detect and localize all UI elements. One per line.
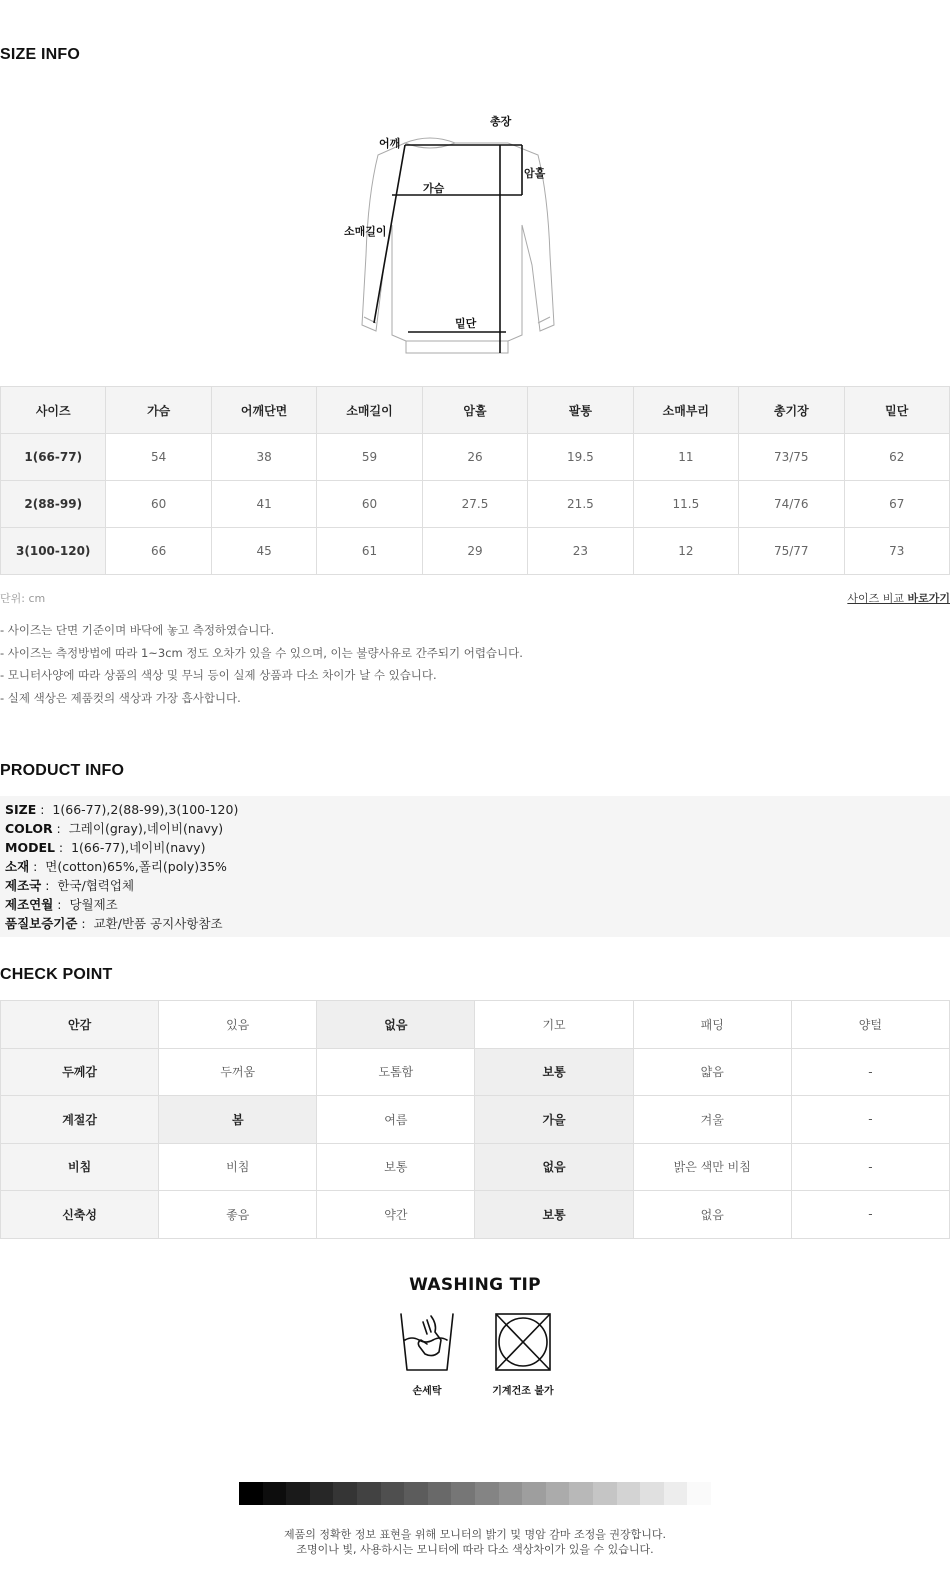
check-option-cell: 겨울 — [633, 1096, 791, 1144]
table-row — [1, 528, 950, 575]
info-value: 1(66-77),네이비(navy) — [71, 840, 206, 855]
table-cell: 19.5 — [528, 434, 633, 481]
grayscale-step — [475, 1482, 499, 1505]
grayscale-step — [263, 1482, 287, 1505]
grayscale-step — [381, 1482, 405, 1505]
monitor-notice-line: 제품의 정확한 정보 표현을 위해 모니터의 밝기 및 명암 감마 조정을 권장합니다. — [284, 1528, 666, 1541]
check-option-cell: 양털 — [791, 1001, 949, 1049]
check-label-cell: 두께감 — [1, 1048, 159, 1096]
info-value: 1(66-77),2(88-99),3(100-120) — [52, 802, 239, 817]
check-label-cell: 계절감 — [1, 1096, 159, 1144]
check-option-cell-selected: 봄 — [159, 1096, 317, 1144]
size-table — [0, 386, 950, 575]
table-cell: 23 — [528, 528, 633, 575]
size-label-cell: 2(88-99) — [1, 481, 106, 528]
grayscale-step — [617, 1482, 641, 1505]
check-option-cell-selected: 없음 — [317, 1001, 475, 1049]
info-label: 품질보증기준 — [5, 916, 78, 931]
grayscale-step — [499, 1482, 523, 1505]
size-label-cell: 1(66-77) — [1, 434, 106, 481]
header-cell: 팔통 — [528, 387, 633, 434]
table-cell: 75/77 — [739, 528, 844, 575]
hand-wash-label: 손세탁 — [412, 1386, 442, 1397]
grayscale-step — [546, 1482, 570, 1505]
info-label: SIZE — [5, 802, 37, 817]
check-option-cell-selected: 가을 — [475, 1096, 633, 1144]
grayscale-step — [333, 1482, 357, 1505]
table-cell: 59 — [317, 434, 422, 481]
table-row — [1, 1048, 950, 1096]
check-option-cell: 두꺼움 — [159, 1048, 317, 1096]
check-option-cell: 여름 — [317, 1096, 475, 1144]
check-option-cell: 비침 — [159, 1143, 317, 1191]
check-option-cell: - — [791, 1096, 949, 1144]
table-cell: 26 — [422, 434, 527, 481]
table-row — [1, 434, 950, 481]
info-value: 교환/반품 공지사항참조 — [93, 916, 223, 931]
grayscale-step — [640, 1482, 664, 1505]
info-label: 소재 — [5, 859, 30, 874]
info-value: 당월제조 — [69, 897, 118, 912]
check-option-cell-selected: 보통 — [475, 1191, 633, 1239]
grayscale-step — [522, 1482, 546, 1505]
table-cell: 27.5 — [422, 481, 527, 528]
garment-diagram — [330, 105, 590, 360]
grayscale-step — [357, 1482, 381, 1505]
table-cell: 73/75 — [739, 434, 844, 481]
table-row — [1, 1191, 950, 1239]
label-hem: 밑단 — [455, 317, 477, 330]
table-cell: 66 — [106, 528, 211, 575]
product-info-row: SIZE : 1(66-77),2(88-99),3(100-120) — [5, 802, 239, 817]
info-value: 한국/협력업체 — [57, 878, 135, 893]
note-line: - 사이즈는 측정방법에 따라 1~3cm 정도 오차가 있을 수 있으며, 이는 불량사유로 간주되기 어렵습니다. — [0, 645, 523, 660]
check-option-cell: 패딩 — [633, 1001, 791, 1049]
product-info-row: 소재 : 면(cotton)65%,폴리(poly)35% — [5, 859, 227, 874]
table-cell: 60 — [317, 481, 422, 528]
grayscale-step — [428, 1482, 452, 1505]
check-label-cell: 안감 — [1, 1001, 159, 1049]
header-cell: 밑단 — [844, 387, 950, 434]
check-option-cell: - — [791, 1048, 949, 1096]
monitor-notice-line: 조명이나 빛, 사용하시는 모니터에 따라 다소 색상차이가 있을 수 있습니다. — [296, 1543, 654, 1556]
table-cell: 11.5 — [633, 481, 738, 528]
header-cell: 암홀 — [422, 387, 527, 434]
check-option-cell: 밝은 색만 비침 — [633, 1143, 791, 1191]
table-cell: 29 — [422, 528, 527, 575]
check-point-title: CHECK POINT — [0, 966, 113, 983]
table-cell: 41 — [211, 481, 316, 528]
label-total-length: 총장 — [490, 115, 512, 128]
check-option-cell: 없음 — [633, 1191, 791, 1239]
product-info-row: 제조연월 : 당월제조 — [5, 897, 118, 912]
product-info-row: 제조국 : 한국/협력업체 — [5, 878, 135, 893]
info-label: 제조국 — [5, 878, 42, 893]
info-label: 제조연월 — [5, 897, 54, 912]
check-option-cell: 도톰함 — [317, 1048, 475, 1096]
table-cell: 21.5 — [528, 481, 633, 528]
check-option-cell: 보통 — [317, 1143, 475, 1191]
size-notes — [0, 622, 523, 712]
grayscale-step — [404, 1482, 428, 1505]
grayscale-step — [239, 1482, 263, 1505]
product-info-box — [0, 796, 950, 937]
hand-wash-item — [392, 1310, 462, 1397]
check-option-cell: 있음 — [159, 1001, 317, 1049]
table-cell: 73 — [844, 528, 950, 575]
table-cell: 38 — [211, 434, 316, 481]
table-cell: 54 — [106, 434, 211, 481]
grayscale-calibration-bar — [239, 1482, 711, 1505]
monitor-notice — [0, 1527, 950, 1557]
table-cell: 12 — [633, 528, 738, 575]
label-chest: 가슴 — [423, 182, 445, 195]
header-cell: 어깨단면 — [211, 387, 316, 434]
hand-wash-icon — [397, 1310, 457, 1376]
product-info-title: PRODUCT INFO — [0, 762, 125, 779]
check-option-cell-selected: 없음 — [475, 1143, 633, 1191]
header-cell: 가슴 — [106, 387, 211, 434]
info-label: COLOR — [5, 821, 53, 836]
size-compare-prefix: 사이즈 비교 — [847, 592, 904, 605]
washing-tip-title: WASHING TIP — [409, 1275, 541, 1295]
check-option-cell-selected: 보통 — [475, 1048, 633, 1096]
table-cell: 45 — [211, 528, 316, 575]
header-cell: 소매부리 — [633, 387, 738, 434]
check-option-cell: 좋음 — [159, 1191, 317, 1239]
product-info-row: MODEL : 1(66-77),네이비(navy) — [5, 840, 206, 855]
product-info-row: COLOR : 그레이(gray),네이비(navy) — [5, 821, 224, 836]
label-armhole: 암홀 — [524, 167, 546, 180]
no-tumble-dry-label: 기계건조 불가 — [492, 1386, 554, 1397]
info-value: 면(cotton)65%,폴리(poly)35% — [45, 859, 227, 874]
check-option-cell: 얇음 — [633, 1048, 791, 1096]
info-label: MODEL — [5, 840, 55, 855]
info-value: 그레이(gray),네이비(navy) — [68, 821, 224, 836]
table-row — [1, 1001, 950, 1049]
header-cell: 소매길이 — [317, 387, 422, 434]
check-option-cell: 기모 — [475, 1001, 633, 1049]
no-tumble-dry-item — [488, 1310, 558, 1397]
check-option-cell: - — [791, 1191, 949, 1239]
note-line: - 사이즈는 단면 기준이며 바닥에 놓고 측정하였습니다. — [0, 623, 275, 637]
grayscale-step — [451, 1482, 475, 1505]
header-cell: 총기장 — [739, 387, 844, 434]
grayscale-step — [687, 1482, 711, 1505]
label-sleeve-length: 소매길이 — [344, 225, 387, 238]
size-table-header-row — [1, 387, 950, 434]
check-label-cell: 비침 — [1, 1143, 159, 1191]
table-row — [1, 481, 950, 528]
note-line: - 모니터사양에 따라 상품의 색상 및 무늬 등이 실제 상품과 다소 차이가 날 수 있습니다. — [0, 668, 437, 682]
table-row — [1, 1096, 950, 1144]
size-label-cell: 3(100-120) — [1, 528, 106, 575]
check-point-table — [0, 1000, 950, 1239]
table-cell: 67 — [844, 481, 950, 528]
size-compare-go: 바로가기 — [907, 592, 950, 605]
grayscale-step — [569, 1482, 593, 1505]
header-cell: 사이즈 — [1, 387, 106, 434]
note-line: - 실제 색상은 제품컷의 색상과 가장 흡사합니다. — [0, 690, 241, 705]
no-tumble-dry-icon — [493, 1310, 553, 1376]
check-option-cell: - — [791, 1143, 949, 1191]
table-cell: 61 — [317, 528, 422, 575]
grayscale-step — [286, 1482, 310, 1505]
grayscale-step — [593, 1482, 617, 1505]
table-cell: 62 — [844, 434, 950, 481]
table-row — [1, 1143, 950, 1191]
check-option-cell: 약간 — [317, 1191, 475, 1239]
size-compare-link[interactable] — [847, 590, 950, 606]
grayscale-step — [664, 1482, 688, 1505]
table-cell: 74/76 — [739, 481, 844, 528]
product-info-row: 품질보증기준 : 교환/반품 공지사항참조 — [5, 916, 223, 931]
check-label-cell: 신축성 — [1, 1191, 159, 1239]
table-cell: 11 — [633, 434, 738, 481]
size-info-title: SIZE INFO — [0, 46, 81, 63]
unit-label: 단위: cm — [0, 592, 46, 605]
grayscale-step — [310, 1482, 334, 1505]
label-shoulder: 어깨 — [379, 137, 401, 150]
table-cell: 60 — [106, 481, 211, 528]
